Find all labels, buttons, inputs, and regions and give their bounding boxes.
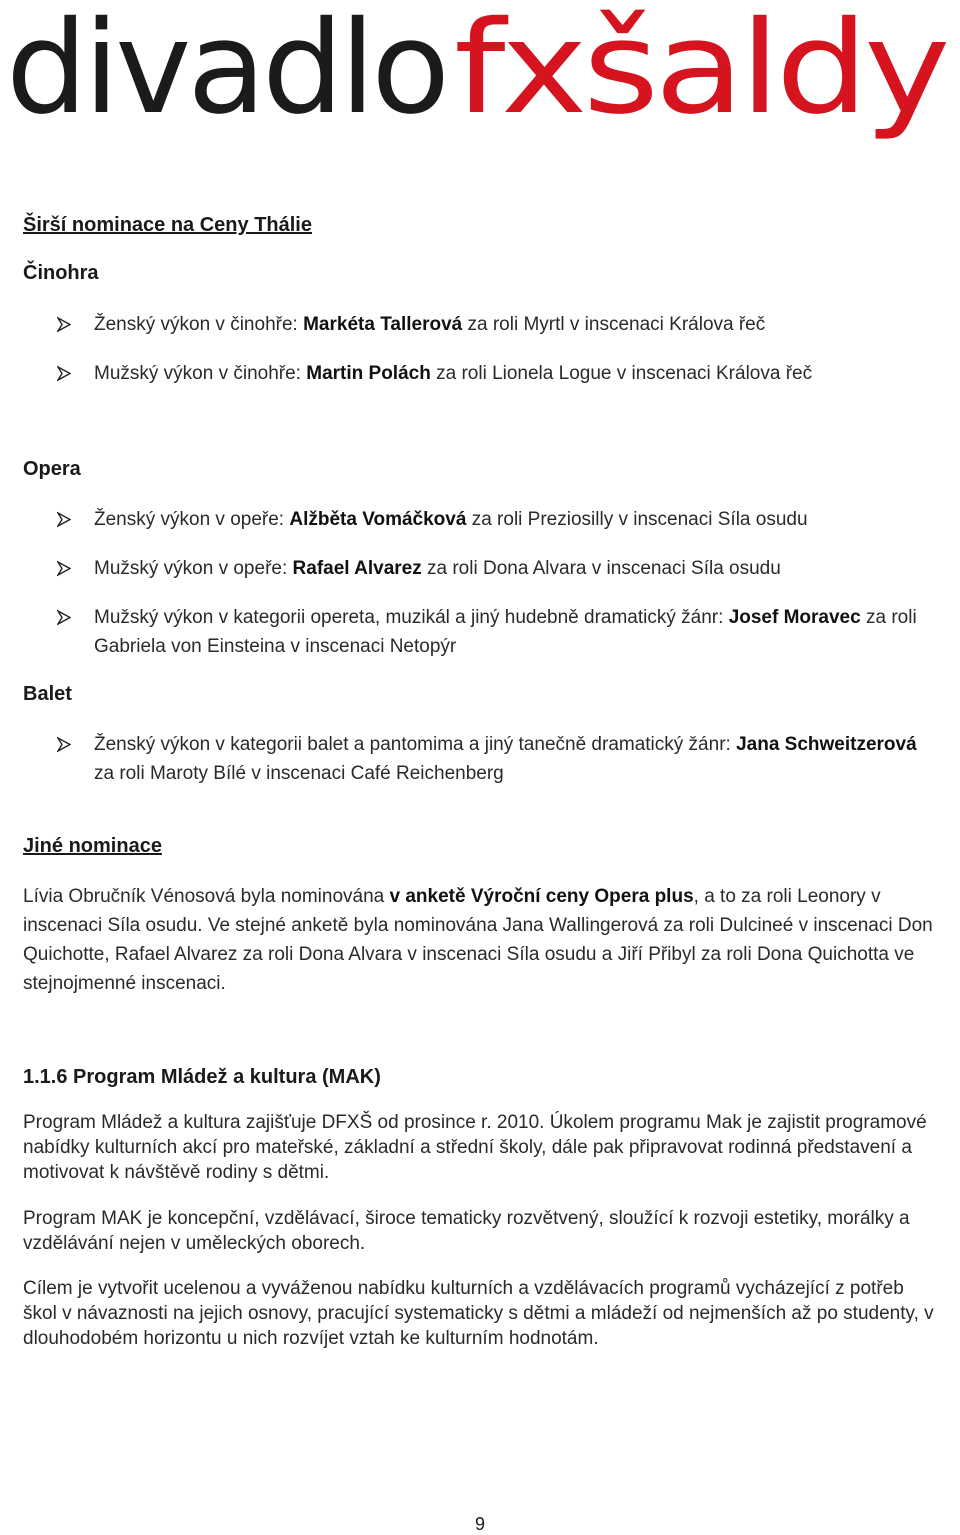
other-nominations-heading: Jiné nominace <box>23 835 162 857</box>
other-nominations-text: Lívia Obručník Vénosová byla nominována v anketě Výroční ceny Opera plus, a to za roli Leonory v inscenaci Síla osudu. Ve stejné anketě byla nominována Jana Wallingerová za roli Dulcineé v inscenaci Don Quichotte, Rafael Alvarez za roli Dona Alvara v inscenaci Síla osudu a Jiří Přibyl za roli Dona Quichotta ve stejnojmenné inscenaci. <box>23 886 933 994</box>
arrowhead-bullet-icon <box>57 310 71 339</box>
program-paragraph: Cílem je vytvořit ucelenou a vyváženou nabídku kulturních a vzdělávacích programů vycházející z potřeb škol v návaznosti na jejich osnovy, pracující systematicky s dětmi a mládeží od nejmenších až po studenty, v dlouhodobém horizontu u nich rozvíjet vztah ke kulturním hodnotám. <box>23 1278 934 1349</box>
list-item: Mužský výkon v opeře: Rafael Alvarez za roli Dona Alvara v inscenaci Síla osudu <box>57 554 937 583</box>
logo-part-divadlo: divadlo <box>6 4 446 143</box>
balet-heading: Balet <box>23 683 72 705</box>
arrowhead-bullet-icon <box>57 505 71 534</box>
list-item: Mužský výkon v kategorii opereta, muzikál a jiný hudebně dramatický žánr: Josef Moravec za roli Gabriela von Einsteina v inscenaci Netopýr <box>57 603 937 661</box>
arrowhead-bullet-icon <box>57 730 71 759</box>
list-item: Ženský výkon v činohře: Markéta Tallerová za roli Myrtl v inscenaci Králova řeč <box>57 310 937 339</box>
list-item: Mužský výkon v činohře: Martin Polách za roli Lionela Logue v inscenaci Králova řeč <box>57 359 937 388</box>
arrowhead-bullet-icon <box>57 359 71 388</box>
arrowhead-bullet-icon <box>57 554 71 583</box>
program-heading: 1.1.6 Program Mládež a kultura (MAK) <box>23 1066 381 1088</box>
opera-heading: Opera <box>23 458 81 480</box>
logo-part-fxsaldy: fxšaldy <box>454 4 947 143</box>
cinohra-heading: Činohra <box>23 262 99 284</box>
program-paragraph: Program MAK je koncepční, vzdělávací, široce tematicky rozvětvený, sloužící k rozvoji estetiky, morálky a vzdělávání nejen v uměleckých oborech. <box>23 1208 910 1254</box>
list-item: Ženský výkon v opeře: Alžběta Vomáčková za roli Preziosilly v inscenaci Síla osudu <box>57 505 937 534</box>
program-paragraph: Program Mládež a kultura zajišťuje DFXŠ od prosince r. 2010. Úkolem programu Mak je zajistit programové nabídky kulturních akcí pro mateřské, základní a střední školy, dále pak připravovat rodinná představení a motivovat k návštěvě rodiny s dětmi. <box>23 1112 927 1183</box>
list-item: Ženský výkon v kategorii balet a pantomima a jiný tanečně dramatický žánr: Jana Schweitzerová za roli Maroty Bílé v inscenaci Café Reichenberg <box>57 730 937 788</box>
page-number: 9 <box>474 1514 485 1534</box>
theatre-logo <box>6 4 950 154</box>
nominations-heading: Širší nominace na Ceny Thálie <box>23 214 312 236</box>
logo-wordmark <box>6 4 950 154</box>
arrowhead-bullet-icon <box>57 603 71 632</box>
